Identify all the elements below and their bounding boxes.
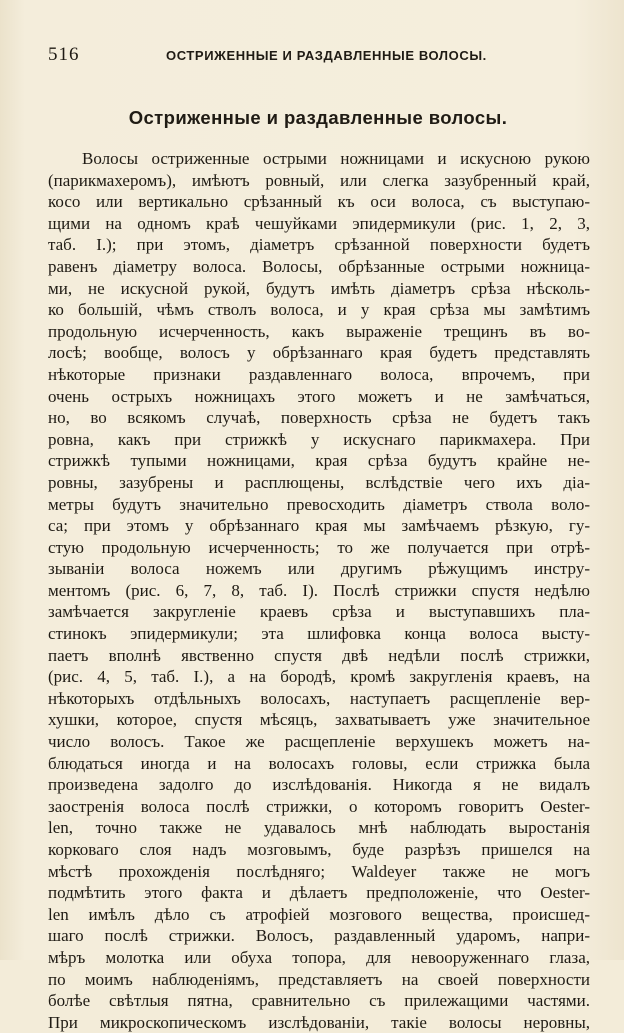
text-line: стинокъ эпидермикули; эта шлифовка конца волоса высту- xyxy=(48,624,590,644)
text-line: нѣкоторые признаки раздавленнаго волоса, впрочемъ, при xyxy=(48,364,590,384)
text-line: ко большій, чѣмъ стволъ волоса, и у края срѣза мы замѣтимъ xyxy=(48,300,590,320)
text-line: равенъ діаметру волоса. Волосы, обрѣзанные острыми ножница- xyxy=(48,256,590,276)
text-line: При микроскопическомъ изслѣдованіи, такіе волосы неровны, xyxy=(48,1012,590,1032)
text-line: ми, не искусной рукой, будутъ имѣть діаметръ срѣза нѣсколь- xyxy=(48,278,590,298)
text-line: мѣръ молотка или обуха топора, для невооруженнаго глаза, xyxy=(48,947,590,967)
text-line: метры будутъ значительно превосходить діаметръ ствола воло- xyxy=(48,494,590,514)
running-title: ОСТРИЖЕННЫЕ И РАЗДАВЛЕННЫЕ ВОЛОСЫ. xyxy=(166,48,487,63)
text-line: косо или вертикально срѣзанный къ оси волоса, съ выступаю- xyxy=(48,192,590,212)
text-line: подмѣтить этого факта и дѣлаетъ предположеніе, что Oester- xyxy=(48,883,590,903)
section-heading: Остриженные и раздавленные волосы. xyxy=(128,107,508,128)
text-line: нѣкоторыхъ отдѣльныхъ волосахъ, наступаетъ расщепленіе вер- xyxy=(48,688,590,708)
text-line: число волосъ. Такое же расщепленіе верхушекъ можетъ на- xyxy=(48,732,590,752)
text-line: зываніи волоса ножемъ или другимъ рѣжущимъ инстру- xyxy=(48,559,590,579)
text-line: замѣчается закругленіе краевъ срѣза и выступавшихъ пла- xyxy=(48,602,590,622)
text-line: хушки, которое, спустя мѣсяцъ, захватываетъ уже значительное xyxy=(48,710,590,730)
text-line: заостренія волоса послѣ стрижки, о которомъ говоритъ Oester- xyxy=(48,796,590,816)
text-line: таб. I.); при этомъ, діаметръ срѣзанной поверхности будетъ xyxy=(48,235,590,255)
text-line: мѣстѣ прохожденія послѣдняго; Waldeyer также не могъ xyxy=(48,861,590,881)
text-line: ровна, какъ при стрижкѣ у искуснаго парикмахера. При xyxy=(48,429,590,449)
text-line: Волосы остриженные острыми ножницами и искусною рукою xyxy=(82,149,590,168)
body-text xyxy=(48,148,590,1033)
text-line: по моимъ наблюденіямъ, представляетъ на своей поверхности xyxy=(48,969,590,989)
text-line: ментомъ (рис. 6, 7, 8, таб. I). Послѣ стрижки спустя недѣлю xyxy=(48,580,590,600)
text-line: очень острыхъ ножницахъ этого можетъ и не замѣчаться, xyxy=(48,386,590,406)
running-head xyxy=(48,44,584,68)
text-line: (рис. 4, 5, таб. I.), а на бородѣ, кромѣ закругленія краевъ, на xyxy=(48,667,590,687)
text-line: лосѣ; вообще, волосъ у обрѣзаннаго края будетъ представлять xyxy=(48,343,590,363)
text-line: стрижкѣ тупыми ножницами, края срѣза будутъ крайне не- xyxy=(48,451,590,471)
text-line: паетъ вполнѣ явственно спустя двѣ недѣли послѣ стрижки, xyxy=(48,645,590,665)
text-line: произведена задолго до изслѣдованія. Никогда я не видалъ xyxy=(48,775,590,795)
text-line: продольную исчерченность, какъ выраженіе трещинъ въ во- xyxy=(48,321,590,341)
text-line: блюдаться иногда и на волосахъ головы, если стрижка была xyxy=(48,753,590,773)
text-line: са; при этомъ у обрѣзаннаго края мы замѣчаемъ рѣзкую, гу- xyxy=(48,516,590,536)
text-line: ровны, зазубрены и расплющены, вслѣдствіе чего ихъ діа- xyxy=(48,472,590,492)
text-line: стую продольную исчерченность; то же получается при отрѣ- xyxy=(48,537,590,557)
text-line: len, точно также не удавалось мнѣ наблюдать выростанія xyxy=(48,818,590,838)
text-line: корковаго слоя надъ мозговымъ, буде разрѣзъ пришелся на xyxy=(48,840,590,859)
text-line: но, во всякомъ случаѣ, поверхность срѣза не будетъ такъ xyxy=(48,408,590,428)
text-line: щими на одномъ краѣ чешуйками эпидермикули (рис. 1, 2, 3, xyxy=(48,213,590,233)
text-line: шаго послѣ стрижки. Волосъ, раздавленный ударомъ, напри- xyxy=(48,926,590,946)
text-line: len имѣлъ дѣло съ атрофіей мозгового вещества, происшед- xyxy=(48,904,590,924)
text-line: болѣе свѣтлыя пятна, сравнительно съ прилежащими частями. xyxy=(48,991,590,1011)
page-number: 516 xyxy=(48,44,80,65)
text-line: (парикмахеромъ), имѣютъ ровный, или слегка зазубренный край, xyxy=(48,170,590,190)
